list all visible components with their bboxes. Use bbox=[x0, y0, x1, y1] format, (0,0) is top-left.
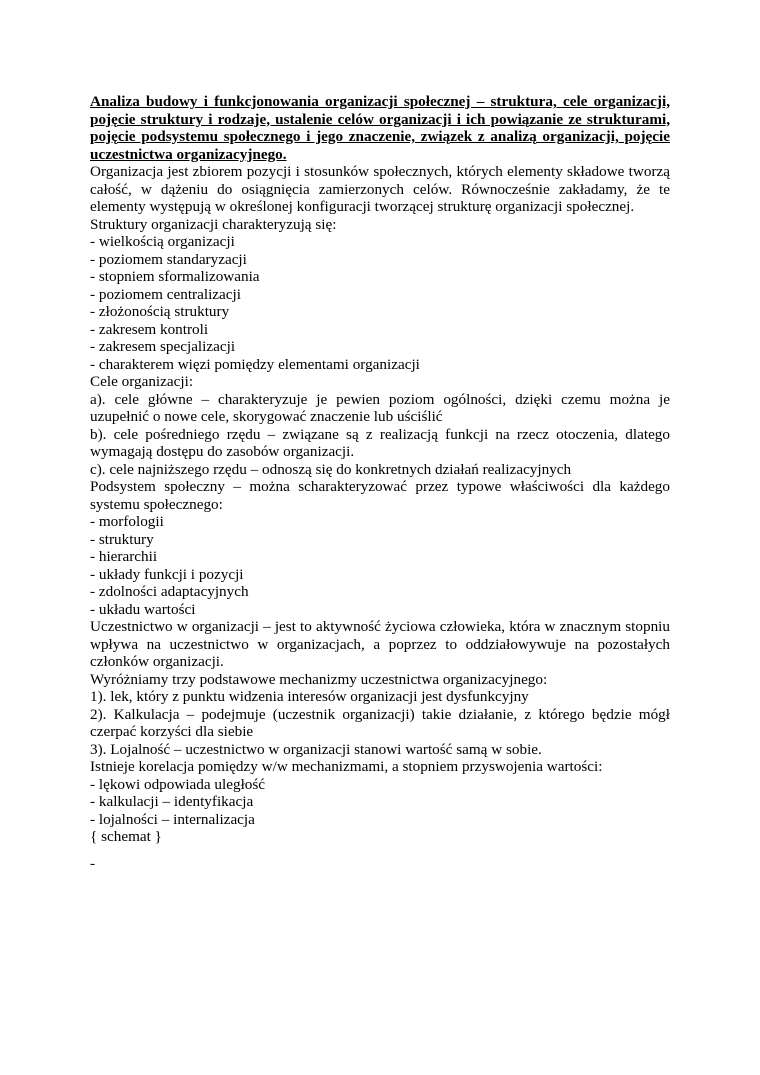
trailing-dash: - bbox=[90, 855, 96, 872]
list-item: - charakterem więzi pomiędzy elementami organizacji bbox=[90, 355, 420, 373]
list-item: - zdolności adaptacyjnych bbox=[90, 583, 249, 600]
list-item: - lojalności – internalizacja bbox=[90, 810, 255, 828]
list-item: - morfologii bbox=[90, 513, 164, 530]
intro-paragraph: Organizacja jest zbiorem pozycji i stosunków społecznych, których elementy składowe tworzą całość, w dążeniu do osiągnięcia zamierzonych celów. Równocześnie zakładamy, że te elementy występują w określonej konfiguracji tworzącej strukturę organizacji społecznej. bbox=[90, 163, 670, 215]
correlation-list bbox=[90, 776, 670, 829]
mechanisms-heading: Wyróżniamy trzy podstawowe mechanizmy uczestnictwa organizacyjnego: bbox=[90, 670, 548, 688]
list-item: - wielkością organizacji bbox=[90, 233, 235, 250]
list-item: - struktury bbox=[90, 530, 154, 548]
document-title: Analiza budowy i funkcjonowania organizacji społecznej – struktura, cele organizacji, pojęcie struktury i rodzaje, ustalenie celów organizacji i ich powiązanie ze strukturami, pojęcie podsystemu społecznego i jego znaczenie, związek z analizą organizacji, pojęcie uczestnictwa organizacyjnego. bbox=[90, 93, 670, 163]
mechanisms-list bbox=[90, 688, 670, 758]
list-item: b). cele pośredniego rzędu – związane są z realizacją funkcji na rzecz otoczenia, dlatego wymagają dostępu do zasobów organizacji. bbox=[90, 425, 670, 460]
list-item: 3). Lojalność – uczestnictwo w organizacji stanowi wartość samą w sobie. bbox=[90, 740, 542, 758]
list-item: 2). Kalkulacja – podejmuje (uczestnik organizacji) takie działanie, z którego będzie mógł czerpać korzyści dla siebie bbox=[90, 705, 670, 740]
list-item: c). cele najniższego rzędu – odnoszą się do konkretnych działań realizacyjnych bbox=[90, 460, 572, 478]
list-item: - poziomem centralizacji bbox=[90, 285, 241, 303]
structures-heading: Struktury organizacji charakteryzują się: bbox=[90, 215, 337, 233]
document-body bbox=[90, 93, 670, 846]
list-item: - stopniem sformalizowania bbox=[90, 268, 260, 285]
correlation-heading: Istnieje korelacja pomiędzy w/w mechanizmami, a stopniem przyswojenia wartości: bbox=[90, 758, 603, 775]
list-item: - zakresem specjalizacji bbox=[90, 338, 236, 355]
list-item: - lękowi odpowiada uległość bbox=[90, 775, 266, 793]
list-item: - układy funkcji i pozycji bbox=[90, 565, 244, 583]
list-item: - poziomem standaryzacji bbox=[90, 250, 247, 268]
list-item: 1). lek, który z punktu widzenia interesów organizacji jest dysfunkcyjny bbox=[90, 688, 529, 705]
list-item: - zakresem kontroli bbox=[90, 320, 209, 338]
subsystem-list bbox=[90, 513, 670, 618]
list-item: - złożonością struktury bbox=[90, 303, 230, 320]
goals-list bbox=[90, 391, 670, 479]
goals-heading: Cele organizacji: bbox=[90, 373, 194, 390]
subsystem-intro: Podsystem społeczny – można scharakteryzować przez typowe właściwości dla każdego systemu społecznego: bbox=[90, 478, 670, 513]
list-item: - hierarchii bbox=[90, 548, 158, 565]
structures-list bbox=[90, 233, 670, 373]
list-item: a). cele główne – charakteryzuje je pewien poziom ogólności, dzięki czemu można je uzupełnić o nowe cele, skorygować znaczenie lub uściślić bbox=[90, 390, 670, 425]
list-item: - układu wartości bbox=[90, 600, 196, 618]
list-item: - kalkulacji – identyfikacja bbox=[90, 793, 254, 810]
schema-placeholder: { schemat } bbox=[90, 828, 162, 845]
participation-paragraph: Uczestnictwo w organizacji – jest to aktywność życiowa człowieka, która w znacznym stopniu wpływa na uczestnictwo w organizacjach, a poprzez to oddziałowywuje na pozostałych członków organizacji. bbox=[90, 618, 670, 670]
